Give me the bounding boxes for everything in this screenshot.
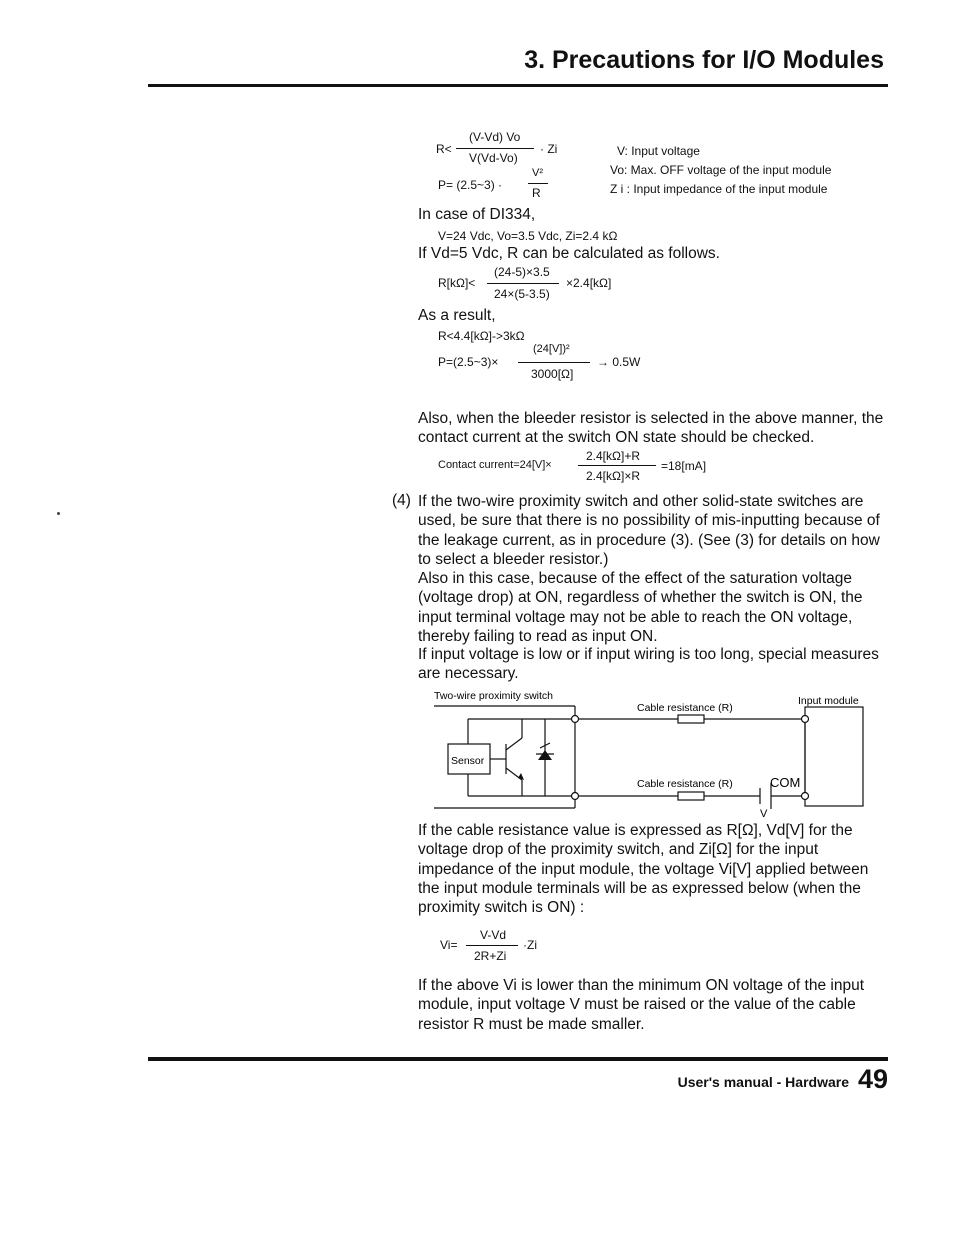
r-calc-numerator: (24-5)×3.5	[494, 265, 550, 279]
vi-denominator: 2R+Zi	[474, 949, 507, 963]
contact-numerator: 2.4[kΩ]+R	[586, 449, 640, 463]
r-calc-suffix: ×2.4[kΩ]	[566, 276, 612, 290]
diagram-switch-label: Two-wire proximity switch	[434, 690, 554, 702]
result-r: R<4.4[kΩ]->3kΩ	[438, 329, 525, 343]
footer-label: User's manual - Hardware	[677, 1074, 849, 1090]
header-rule	[148, 84, 888, 87]
r-formula-prefix: R<	[436, 142, 452, 156]
if-vd-line: If Vd=5 Vdc, R can be calculated as follows.	[418, 245, 720, 262]
p-formula-denominator: R	[532, 186, 541, 200]
diagram-input-module-label: Input module	[798, 695, 859, 707]
diagram-com-label: COM	[770, 775, 801, 790]
case-line: In case of DI334,	[418, 206, 536, 223]
p-formula-bar	[528, 183, 548, 184]
p-calc-prefix: P=(2.5~3)×	[438, 355, 499, 369]
r-calc-bar	[487, 283, 559, 284]
item4-paragraph-3: If input voltage is low or if input wiring is too long, special measures are necessary.	[418, 646, 879, 683]
r-formula-denominator: V(Vd-Vo)	[469, 151, 518, 165]
p-calc-denominator: 3000[Ω]	[531, 367, 574, 381]
footer-rule	[148, 1057, 888, 1061]
also-paragraph: Also, when the bleeder resistor is selected in the above manner, the contact current at the switch ON state should be checked.	[418, 410, 884, 447]
p-calc-bar	[518, 362, 590, 363]
as-result-line: As a result,	[418, 307, 496, 324]
legend-zi: Z i : Input impedance of the input module	[610, 182, 828, 196]
circuit-diagram	[420, 686, 880, 820]
diagram-cable-top-label: Cable resistance (R)	[637, 702, 733, 714]
p-formula-prefix: P= (2.5~3) ·	[438, 178, 503, 192]
p-calc-suffix: → 0.5W	[597, 355, 641, 369]
item-number: (4)	[392, 492, 411, 509]
legend-vo: Vo: Max. OFF voltage of the input module	[610, 163, 832, 177]
p-calc-numerator: (24[V])²	[533, 343, 570, 355]
p-formula-numerator: V²	[532, 167, 543, 179]
r-formula-bar	[456, 148, 534, 149]
cable-paragraph: If the cable resistance value is expressed as R[Ω], Vd[V] for the voltage drop of the proximity switch, and Zi[Ω] for the input impedance of the input module, the voltage Vi[V] applied between the input module terminals will be as expressed below (when the proximity switch is ON) :	[418, 822, 869, 917]
diagram-cable-bottom-label: Cable resistance (R)	[637, 778, 733, 790]
r-formula-suffix: · Zi	[540, 142, 558, 156]
legend-v: V: Input voltage	[617, 144, 700, 158]
r-calc-denominator: 24×(5-3.5)	[494, 287, 550, 301]
vi-bar	[466, 945, 518, 946]
r-formula-numerator: (V-Vd) Vo	[469, 130, 521, 144]
page-number: 49	[857, 1064, 888, 1094]
r-calc-prefix: R[kΩ]<	[438, 276, 476, 290]
contact-denominator: 2.4[kΩ]×R	[586, 469, 640, 483]
diagram-v-label: V	[760, 808, 768, 820]
page-title: 3. Precautions for I/O Modules	[524, 46, 884, 74]
diode-triangle	[538, 750, 552, 760]
margin-dot	[57, 512, 60, 515]
case-values: V=24 Vdc, Vo=3.5 Vdc, Zi=2.4 kΩ	[438, 229, 618, 243]
diagram-sensor-label: Sensor	[451, 755, 485, 767]
final-paragraph: If the above Vi is lower than the minimum ON voltage of the input module, input voltage V must be raised or the value of the cable resistor R must be made smaller.	[418, 977, 865, 1033]
contact-prefix: Contact current=24[V]×	[438, 459, 552, 471]
contact-suffix: =18[mA]	[661, 459, 707, 473]
vi-suffix: ·Zi	[523, 938, 537, 952]
item4-paragraph-1: If the two-wire proximity switch and other solid-state switches are used, be sure that there is no possibility of mis-inputting because of the leakage current, as in procedure (3). (See (3) for details on how to select a bleeder resistor.)	[418, 493, 880, 568]
vi-prefix: Vi=	[440, 938, 458, 952]
item4-paragraph-2: Also in this case, because of the effect of the saturation voltage (voltage drop) at ON, regardless of whether the switch is ON, the input terminal voltage may not be able to reach the ON voltage, thereby failing to read as input ON.	[418, 570, 863, 645]
contact-bar	[578, 465, 656, 466]
vi-numerator: V-Vd	[480, 928, 507, 942]
